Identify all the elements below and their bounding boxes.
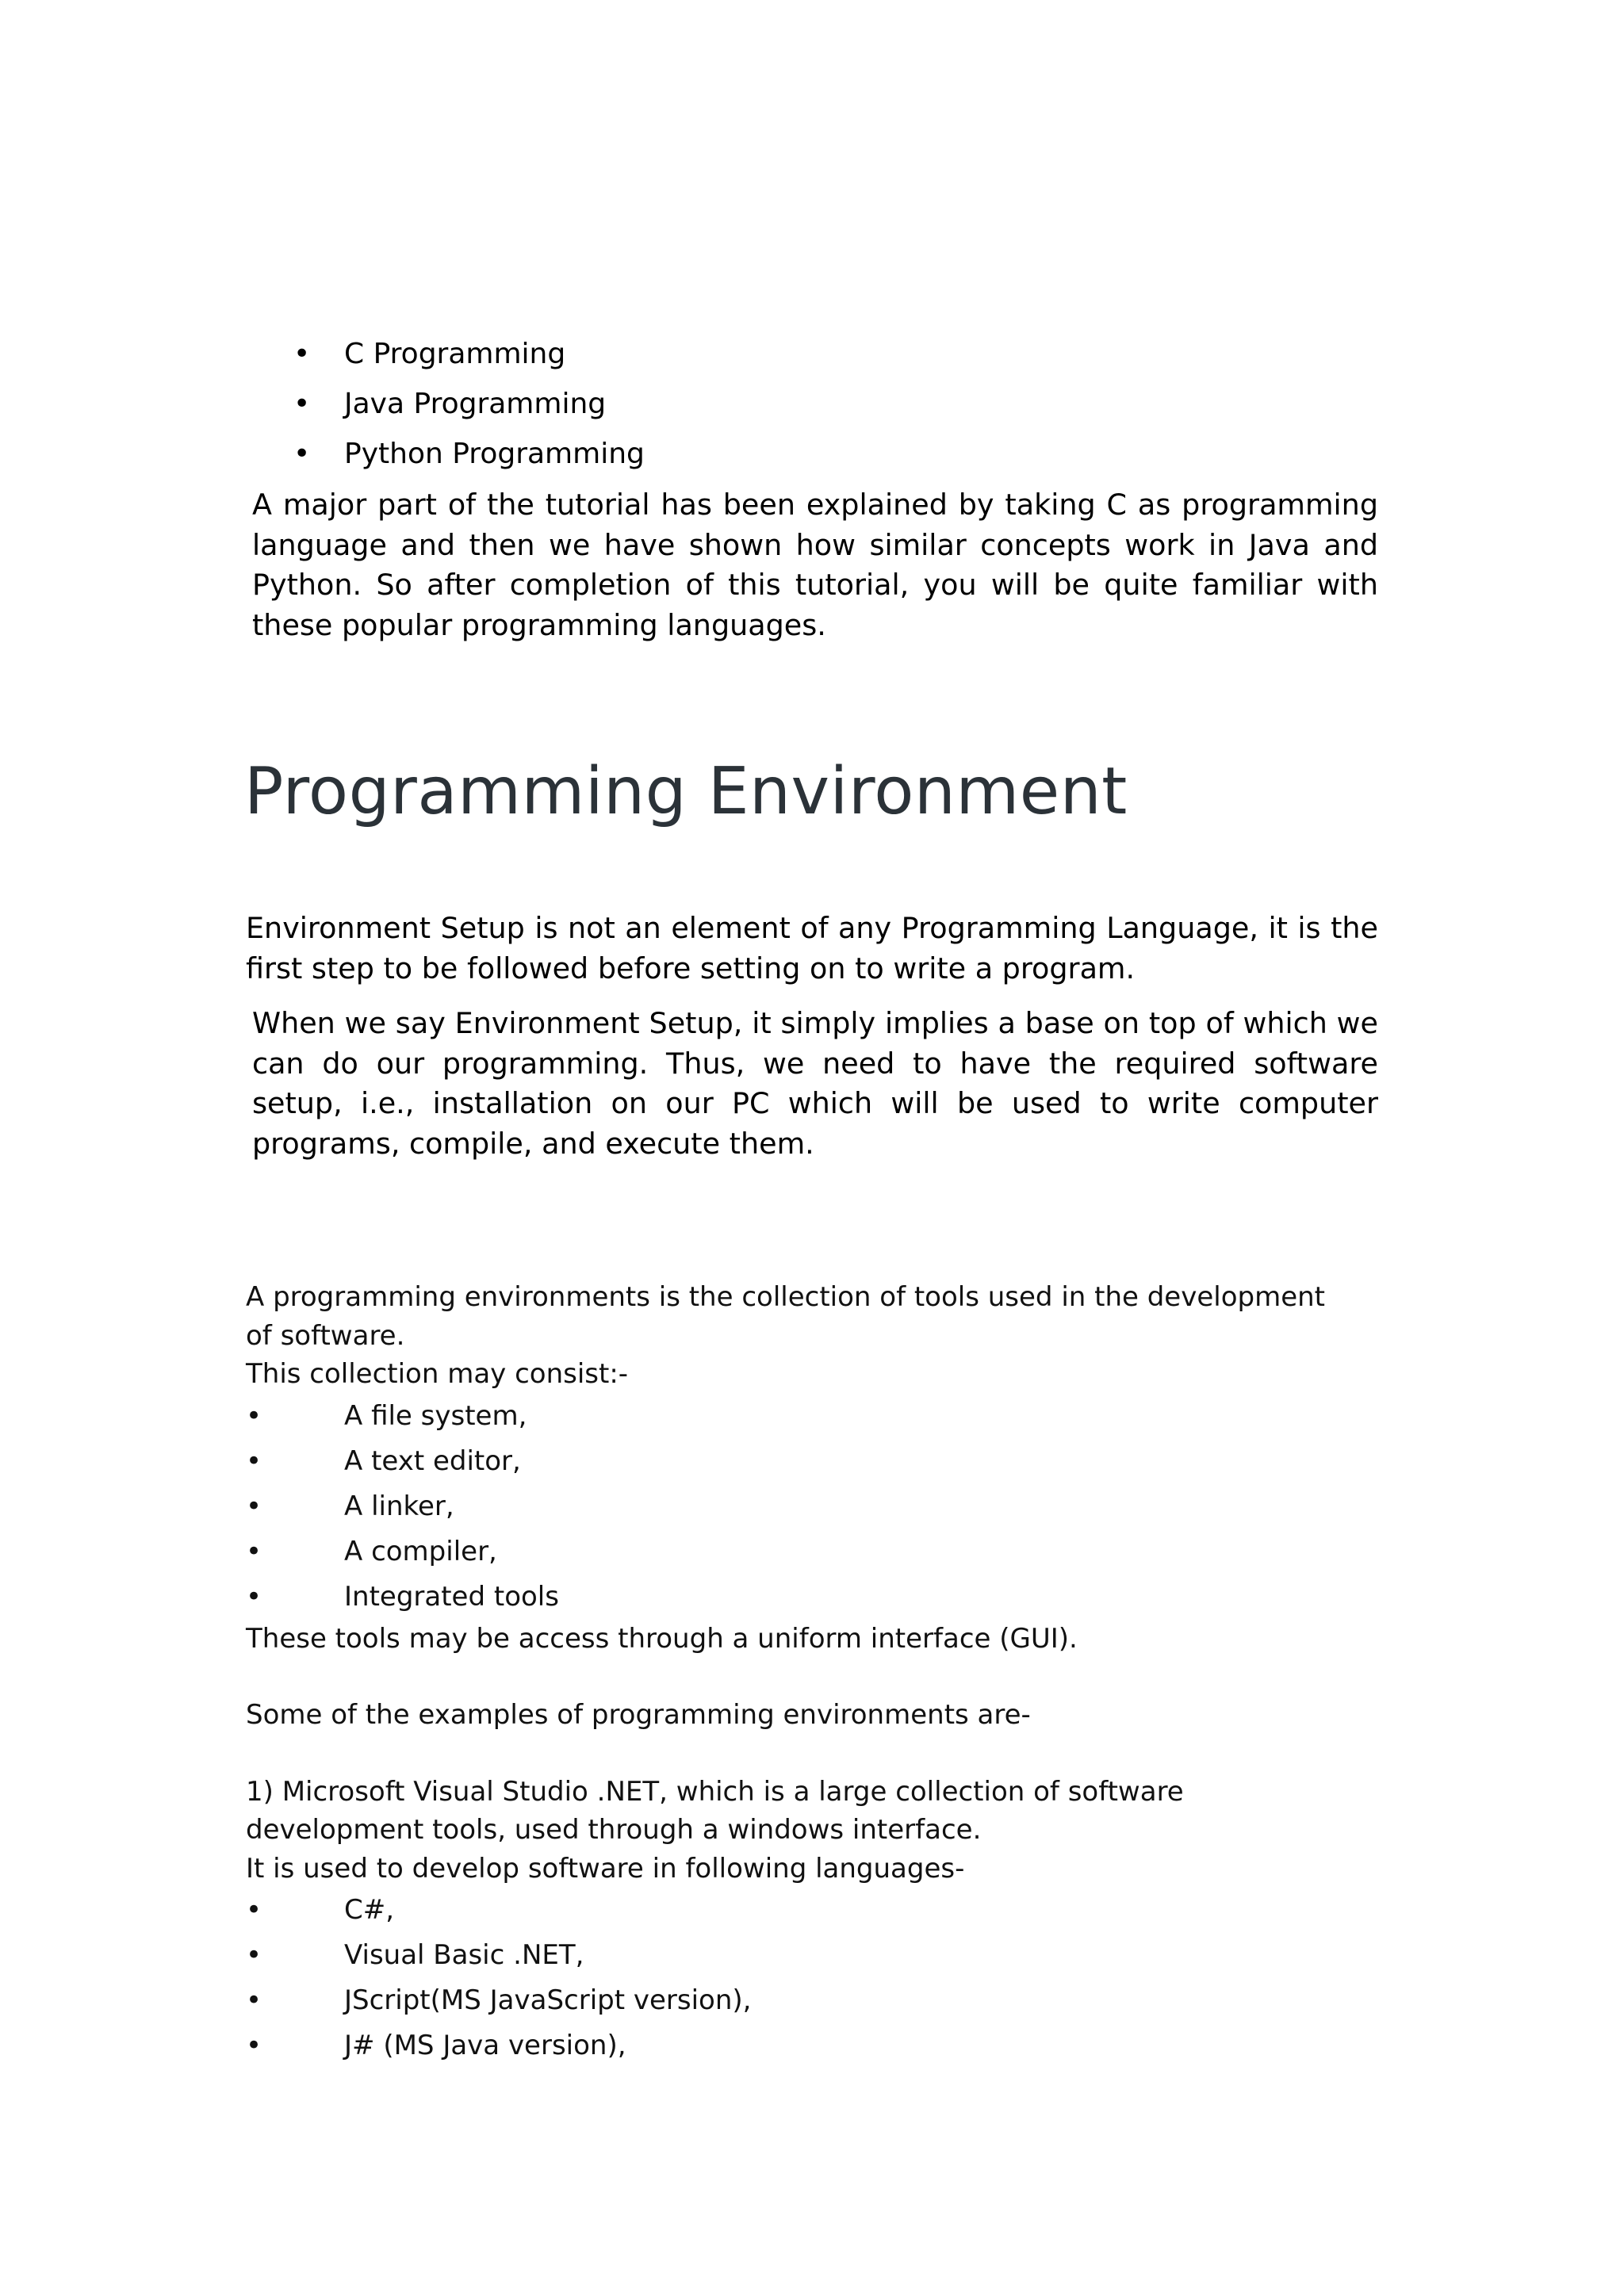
interface-note: These tools may be access through a uniform interface (GUI).	[246, 1622, 1078, 1655]
list-item: • JScript(MS JavaScript version),	[246, 1978, 1340, 2023]
example-languages-intro: It is used to develop software in following languages-	[246, 1852, 965, 1885]
environment-setup-explanation: When we say Environment Setup, it simply implies a base on top of which we can do our programming. Thus, we need to have the required software setup, i.e., installation on our PC which will be used to write computer programs, compile, and execute them.	[252, 1006, 1378, 1161]
tools-list	[246, 1394, 1340, 1620]
list-item: • Integrated tools	[246, 1575, 1340, 1620]
examples-intro: Some of the examples of programming environments are-	[246, 1699, 1031, 1731]
list-item: • Java Programming	[293, 379, 645, 429]
list-item: • Visual Basic .NET,	[246, 1933, 1340, 1978]
list-item: • A linker,	[246, 1484, 1340, 1529]
list-item: • A compiler,	[246, 1529, 1340, 1575]
list-item: • A file system,	[246, 1394, 1340, 1439]
intro-paragraph: A major part of the tutorial has been explained by taking C as programming language and then we have shown how similar concepts work in Java and Python. So after completion of this tutorial, you will be quite familiar with these popular programming languages.	[252, 488, 1378, 642]
consist-intro: This collection may consist:-	[246, 1358, 629, 1390]
list-item: • A text editor,	[246, 1439, 1340, 1484]
list-item: • Python Programming	[293, 429, 645, 479]
example-visual-studio: 1) Microsoft Visual Studio .NET, which is a large collection of software development tools, used through a windows interface.	[246, 1775, 1184, 1846]
list-item: • J# (MS Java version),	[246, 2023, 1340, 2068]
environment-setup-paragraph: Environment Setup is not an element of any Programming Language, it is the first step to be followed before setting on to write a program.	[246, 911, 1378, 985]
list-item: • C#,	[246, 1888, 1340, 1933]
language-list	[293, 329, 645, 479]
list-item: • C Programming	[293, 329, 645, 379]
environments-section	[246, 1278, 1340, 2068]
section-heading: Programming Environment	[244, 754, 1128, 829]
example-languages-list	[246, 1888, 1340, 2068]
environments-definition: A programming environments is the collection of tools used in the development of software.	[246, 1281, 1326, 1352]
